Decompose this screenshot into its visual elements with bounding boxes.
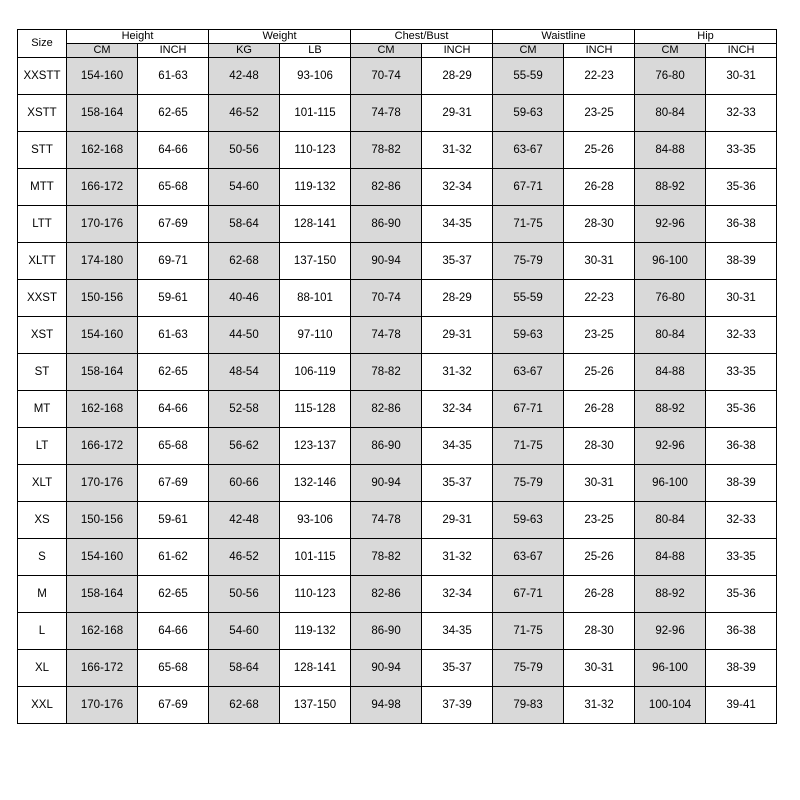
size-cell: STT (18, 132, 67, 169)
table-cell: 25-26 (564, 539, 635, 576)
table-cell: 82-86 (351, 576, 422, 613)
table-cell: 101-115 (280, 539, 351, 576)
table-cell: 35-36 (706, 391, 777, 428)
table-cell: 35-37 (422, 243, 493, 280)
table-cell: 54-60 (209, 169, 280, 206)
table-cell: 26-28 (564, 169, 635, 206)
table-cell: 26-28 (564, 391, 635, 428)
table-cell: 50-56 (209, 576, 280, 613)
table-row (18, 317, 777, 354)
waistline-header: Waistline (493, 30, 635, 44)
table-cell: 170-176 (67, 465, 138, 502)
table-cell: 80-84 (635, 502, 706, 539)
table-cell: 96-100 (635, 465, 706, 502)
table-cell: 88-92 (635, 576, 706, 613)
table-row (18, 169, 777, 206)
table-cell: 70-74 (351, 58, 422, 95)
table-cell: 67-69 (138, 465, 209, 502)
table-cell: 48-54 (209, 354, 280, 391)
table-cell: 32-34 (422, 169, 493, 206)
table-cell: 74-78 (351, 502, 422, 539)
table-row (18, 391, 777, 428)
unit-header: CM (67, 44, 138, 58)
table-cell: 150-156 (67, 280, 138, 317)
table-cell: 28-30 (564, 206, 635, 243)
table-cell: 154-160 (67, 58, 138, 95)
table-cell: 70-74 (351, 280, 422, 317)
table-cell: 100-104 (635, 687, 706, 724)
table-cell: 154-160 (67, 539, 138, 576)
table-cell: 36-38 (706, 613, 777, 650)
size-cell: LTT (18, 206, 67, 243)
table-cell: 80-84 (635, 317, 706, 354)
table-cell: 32-33 (706, 502, 777, 539)
table-cell: 22-23 (564, 280, 635, 317)
unit-header: KG (209, 44, 280, 58)
table-cell: 128-141 (280, 650, 351, 687)
size-cell: XXSTT (18, 58, 67, 95)
table-cell: 67-71 (493, 576, 564, 613)
table-cell: 119-132 (280, 169, 351, 206)
table-row (18, 687, 777, 724)
size-cell: XST (18, 317, 67, 354)
table-cell: 38-39 (706, 465, 777, 502)
size-cell: XXST (18, 280, 67, 317)
table-cell: 44-50 (209, 317, 280, 354)
table-cell: 55-59 (493, 58, 564, 95)
table-cell: 82-86 (351, 391, 422, 428)
table-cell: 88-92 (635, 391, 706, 428)
table-cell: 90-94 (351, 465, 422, 502)
table-cell: 64-66 (138, 132, 209, 169)
size-cell: XLT (18, 465, 67, 502)
table-cell: 162-168 (67, 391, 138, 428)
table-cell: 42-48 (209, 502, 280, 539)
table-cell: 170-176 (67, 687, 138, 724)
table-cell: 55-59 (493, 280, 564, 317)
table-cell: 162-168 (67, 613, 138, 650)
table-cell: 56-62 (209, 428, 280, 465)
table-cell: 37-39 (422, 687, 493, 724)
table-cell: 67-71 (493, 391, 564, 428)
table-cell: 65-68 (138, 169, 209, 206)
table-row (18, 650, 777, 687)
table-cell: 75-79 (493, 650, 564, 687)
table-cell: 59-63 (493, 95, 564, 132)
table-cell: 39-41 (706, 687, 777, 724)
table-cell: 32-33 (706, 95, 777, 132)
table-cell: 132-146 (280, 465, 351, 502)
table-row (18, 354, 777, 391)
table-cell: 62-68 (209, 243, 280, 280)
unit-header: INCH (422, 44, 493, 58)
table-cell: 88-92 (635, 169, 706, 206)
unit-header: INCH (138, 44, 209, 58)
table-cell: 88-101 (280, 280, 351, 317)
table-cell: 67-71 (493, 169, 564, 206)
table-cell: 61-63 (138, 58, 209, 95)
table-cell: 62-65 (138, 354, 209, 391)
unit-header: CM (351, 44, 422, 58)
table-cell: 92-96 (635, 613, 706, 650)
table-cell: 34-35 (422, 206, 493, 243)
table-cell: 128-141 (280, 206, 351, 243)
table-cell: 35-36 (706, 576, 777, 613)
table-cell: 30-31 (564, 243, 635, 280)
size-cell: MTT (18, 169, 67, 206)
table-cell: 86-90 (351, 613, 422, 650)
size-cell: LT (18, 428, 67, 465)
table-cell: 75-79 (493, 243, 564, 280)
table-cell: 59-61 (138, 280, 209, 317)
table-cell: 65-68 (138, 428, 209, 465)
table-cell: 30-31 (564, 650, 635, 687)
table-cell: 59-61 (138, 502, 209, 539)
table-cell: 166-172 (67, 169, 138, 206)
table-cell: 110-123 (280, 576, 351, 613)
table-cell: 80-84 (635, 95, 706, 132)
table-cell: 86-90 (351, 206, 422, 243)
table-cell: 71-75 (493, 613, 564, 650)
table-cell: 54-60 (209, 613, 280, 650)
table-cell: 46-52 (209, 95, 280, 132)
table-cell: 78-82 (351, 354, 422, 391)
table-cell: 110-123 (280, 132, 351, 169)
table-cell: 34-35 (422, 428, 493, 465)
table-cell: 52-58 (209, 391, 280, 428)
table-cell: 96-100 (635, 650, 706, 687)
table-cell: 30-31 (706, 280, 777, 317)
table-cell: 64-66 (138, 613, 209, 650)
table-cell: 67-69 (138, 206, 209, 243)
table-cell: 30-31 (706, 58, 777, 95)
table-cell: 32-34 (422, 391, 493, 428)
table-cell: 28-29 (422, 58, 493, 95)
table-cell: 36-38 (706, 206, 777, 243)
table-cell: 158-164 (67, 354, 138, 391)
table-cell: 67-69 (138, 687, 209, 724)
size-chart-table (17, 29, 777, 724)
table-cell: 59-63 (493, 317, 564, 354)
table-row (18, 243, 777, 280)
table-cell: 92-96 (635, 428, 706, 465)
table-cell: 60-66 (209, 465, 280, 502)
table-row (18, 613, 777, 650)
table-row (18, 576, 777, 613)
table-cell: 84-88 (635, 132, 706, 169)
table-row (18, 132, 777, 169)
size-cell: ST (18, 354, 67, 391)
table-cell: 82-86 (351, 169, 422, 206)
table-cell: 29-31 (422, 502, 493, 539)
table-cell: 97-110 (280, 317, 351, 354)
table-cell: 61-63 (138, 317, 209, 354)
table-cell: 25-26 (564, 132, 635, 169)
table-cell: 64-66 (138, 391, 209, 428)
table-cell: 35-36 (706, 169, 777, 206)
table-cell: 61-62 (138, 539, 209, 576)
size-cell: M (18, 576, 67, 613)
size-cell: MT (18, 391, 67, 428)
table-cell: 90-94 (351, 650, 422, 687)
table-cell: 58-64 (209, 206, 280, 243)
table-cell: 36-38 (706, 428, 777, 465)
table-cell: 162-168 (67, 132, 138, 169)
table-cell: 115-128 (280, 391, 351, 428)
table-cell: 166-172 (67, 428, 138, 465)
table-cell: 106-119 (280, 354, 351, 391)
table-cell: 71-75 (493, 428, 564, 465)
table-row (18, 465, 777, 502)
table-cell: 71-75 (493, 206, 564, 243)
size-cell: XSTT (18, 95, 67, 132)
table-cell: 166-172 (67, 650, 138, 687)
table-row (18, 428, 777, 465)
table-cell: 38-39 (706, 650, 777, 687)
table-cell: 28-30 (564, 613, 635, 650)
table-cell: 63-67 (493, 132, 564, 169)
table-cell: 23-25 (564, 95, 635, 132)
table-cell: 23-25 (564, 317, 635, 354)
table-cell: 25-26 (564, 354, 635, 391)
table-cell: 76-80 (635, 280, 706, 317)
size-cell: XS (18, 502, 67, 539)
table-cell: 42-48 (209, 58, 280, 95)
table-cell: 58-64 (209, 650, 280, 687)
table-cell: 74-78 (351, 317, 422, 354)
size-cell: XL (18, 650, 67, 687)
table-cell: 69-71 (138, 243, 209, 280)
table-row (18, 206, 777, 243)
weight-header: Weight (209, 30, 351, 44)
table-cell: 92-96 (635, 206, 706, 243)
table-cell: 22-23 (564, 58, 635, 95)
size-cell: L (18, 613, 67, 650)
table-cell: 123-137 (280, 428, 351, 465)
height-header: Height (67, 30, 209, 44)
table-cell: 31-32 (564, 687, 635, 724)
table-cell: 86-90 (351, 428, 422, 465)
unit-header: CM (493, 44, 564, 58)
table-cell: 96-100 (635, 243, 706, 280)
table-cell: 50-56 (209, 132, 280, 169)
table-cell: 26-28 (564, 576, 635, 613)
table-cell: 137-150 (280, 243, 351, 280)
table-cell: 31-32 (422, 354, 493, 391)
table-cell: 154-160 (67, 317, 138, 354)
table-cell: 62-68 (209, 687, 280, 724)
table-cell: 23-25 (564, 502, 635, 539)
table-row (18, 280, 777, 317)
table-cell: 65-68 (138, 650, 209, 687)
table-cell: 28-30 (564, 428, 635, 465)
table-cell: 29-31 (422, 95, 493, 132)
table-cell: 79-83 (493, 687, 564, 724)
table-cell: 170-176 (67, 206, 138, 243)
size-cell: S (18, 539, 67, 576)
table-cell: 59-63 (493, 502, 564, 539)
table-cell: 40-46 (209, 280, 280, 317)
table-cell: 32-34 (422, 576, 493, 613)
table-cell: 119-132 (280, 613, 351, 650)
table-cell: 32-33 (706, 317, 777, 354)
table-row (18, 539, 777, 576)
table-cell: 158-164 (67, 95, 138, 132)
table-cell: 31-32 (422, 132, 493, 169)
unit-header: INCH (706, 44, 777, 58)
table-cell: 35-37 (422, 465, 493, 502)
table-row (18, 95, 777, 132)
hip-header: Hip (635, 30, 777, 44)
table-cell: 62-65 (138, 576, 209, 613)
table-cell: 158-164 (67, 576, 138, 613)
table-cell: 150-156 (67, 502, 138, 539)
table-cell: 90-94 (351, 243, 422, 280)
table-cell: 28-29 (422, 280, 493, 317)
size-cell: XLTT (18, 243, 67, 280)
unit-header: LB (280, 44, 351, 58)
table-cell: 46-52 (209, 539, 280, 576)
table-cell: 33-35 (706, 354, 777, 391)
table-cell: 31-32 (422, 539, 493, 576)
table-cell: 93-106 (280, 502, 351, 539)
table-cell: 78-82 (351, 132, 422, 169)
table-cell: 174-180 (67, 243, 138, 280)
size-cell: XXL (18, 687, 67, 724)
table-cell: 137-150 (280, 687, 351, 724)
table-cell: 33-35 (706, 132, 777, 169)
table-cell: 63-67 (493, 539, 564, 576)
size-column-header: Size (18, 30, 67, 58)
table-cell: 94-98 (351, 687, 422, 724)
table-cell: 30-31 (564, 465, 635, 502)
table-cell: 35-37 (422, 650, 493, 687)
table-cell: 75-79 (493, 465, 564, 502)
table-cell: 76-80 (635, 58, 706, 95)
table-cell: 84-88 (635, 354, 706, 391)
table-cell: 74-78 (351, 95, 422, 132)
table-cell: 34-35 (422, 613, 493, 650)
table-cell: 38-39 (706, 243, 777, 280)
table-cell: 101-115 (280, 95, 351, 132)
table-cell: 62-65 (138, 95, 209, 132)
table-cell: 29-31 (422, 317, 493, 354)
chest-bust-header: Chest/Bust (351, 30, 493, 44)
unit-header: CM (635, 44, 706, 58)
table-cell: 33-35 (706, 539, 777, 576)
table-cell: 84-88 (635, 539, 706, 576)
table-cell: 63-67 (493, 354, 564, 391)
table-row (18, 502, 777, 539)
table-cell: 78-82 (351, 539, 422, 576)
unit-header: INCH (564, 44, 635, 58)
table-cell: 93-106 (280, 58, 351, 95)
table-row (18, 58, 777, 95)
